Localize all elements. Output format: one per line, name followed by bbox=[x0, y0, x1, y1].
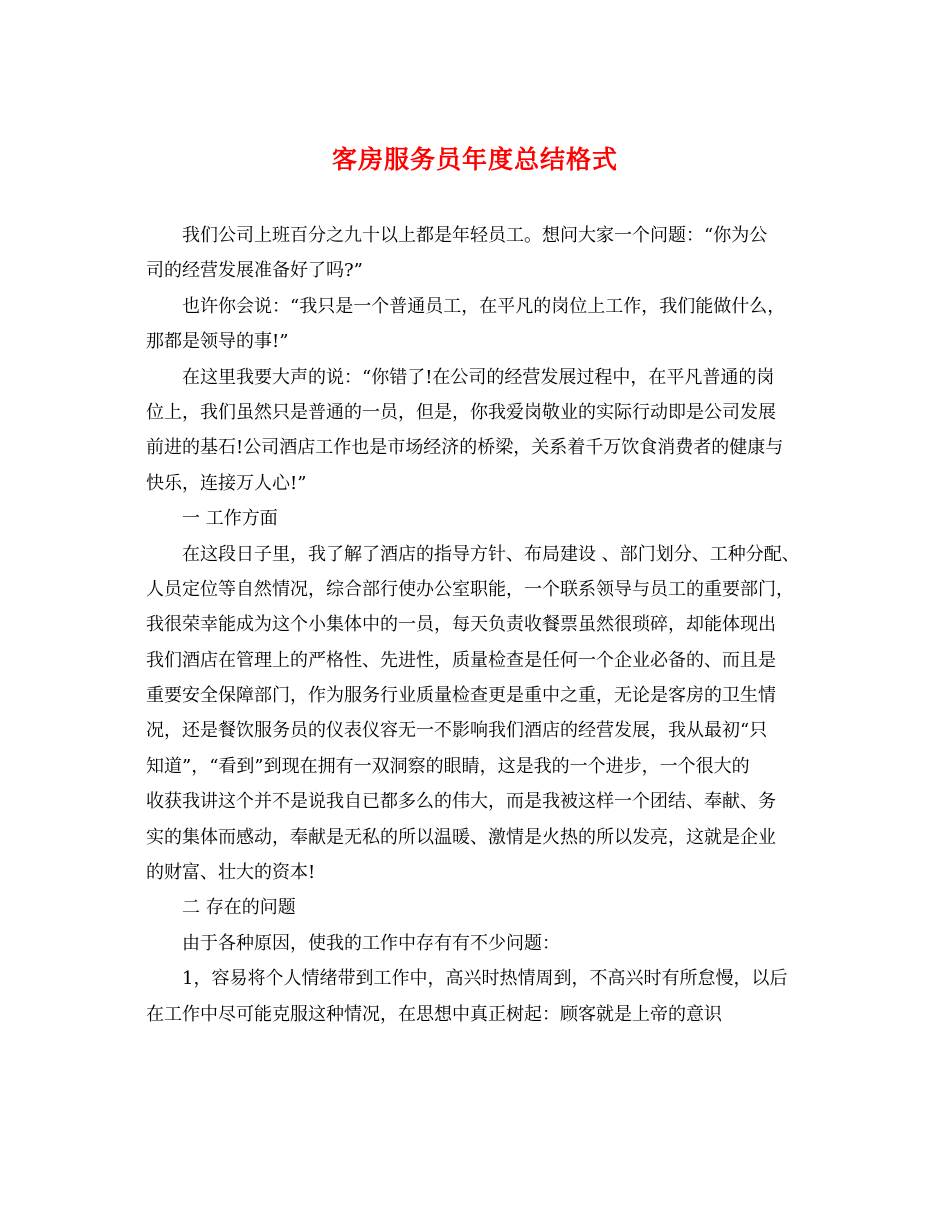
document-body bbox=[146, 218, 816, 1032]
text-line: 那都是领导的事!” bbox=[146, 331, 289, 353]
text-line: 人员定位等自然情况，综合部行使办公室职能，一个联系领导与员工的重要部门， bbox=[146, 578, 794, 600]
text-line: 的财富、壮大的资本! bbox=[146, 862, 316, 884]
text-line: 在这段日子里，我了解了酒店的指导方针、布局建设 、部门划分、工种分配、 bbox=[182, 543, 800, 565]
text-line: 重要安全保障部门，作为服务行业质量检查更是重中之重，无论是客房的卫生情 bbox=[146, 685, 776, 707]
text-line: 二 存在的问题 bbox=[182, 897, 296, 919]
text-line: 快乐，连接万人心!” bbox=[146, 472, 307, 494]
text-line: 在工作中尽可能克服这种情况，在思想中真正树起：顾客就是上帝的意识 bbox=[146, 1003, 722, 1025]
text-line: 况，还是餐饮服务员的仪表仪容无一不影响我们酒店的经营发展，我从最初“只 bbox=[146, 720, 768, 742]
document-title: 客房服务员年度总结格式 bbox=[331, 145, 618, 174]
text-line: 由于各种原因，使我的工作中存有有不少问题： bbox=[182, 932, 560, 954]
text-line: 我很荣幸能成为这个小集体中的一员，每天负责收餐票虽然很琐碎，却能体现出 bbox=[146, 614, 776, 636]
text-line: 前进的基石!公司酒店工作也是市场经济的桥梁，关系着千万饮食消费者的健康与 bbox=[146, 437, 784, 459]
text-line: 我们酒店在管理上的严格性、先进性，质量检查是任何一个企业必备的、而且是 bbox=[146, 649, 776, 671]
text-line: 我们公司上班百分之九十以上都是年轻员工。想问大家一个问题：“你为公 bbox=[182, 225, 768, 246]
text-line: 1，容易将个人情绪带到工作中，高兴时热情周到，不高兴时有所怠慢，以后 bbox=[182, 968, 788, 990]
text-line: 知道”，“看到”到现在拥有一双洞察的眼睛，这是我的一个进步，一个很大的 bbox=[146, 755, 750, 777]
text-line: 也许你会说：“我只是一个普通员工，在平凡的岗位上工作，我们能做什么， bbox=[182, 295, 786, 317]
text-line: 位上，我们虽然只是普通的一员，但是，你我爱岗敬业的实际行动即是公司发展 bbox=[146, 401, 776, 423]
text-line: 一 工作方面 bbox=[182, 508, 278, 530]
text-line: 司的经营发展准备好了吗?” bbox=[146, 260, 363, 282]
text-line: 收获我讲这个并不是说我自已都多么的伟大，而是我被这样一个团结、奉献、务 bbox=[146, 791, 776, 813]
text-line: 实的集体而感动，奉献是无私的所以温暖、激情是火热的所以发亮，这就是企业 bbox=[146, 826, 776, 848]
text-line: 在这里我要大声的说：“你错了!在公司的经营发展过程中，在平凡普通的岗 bbox=[182, 366, 775, 388]
